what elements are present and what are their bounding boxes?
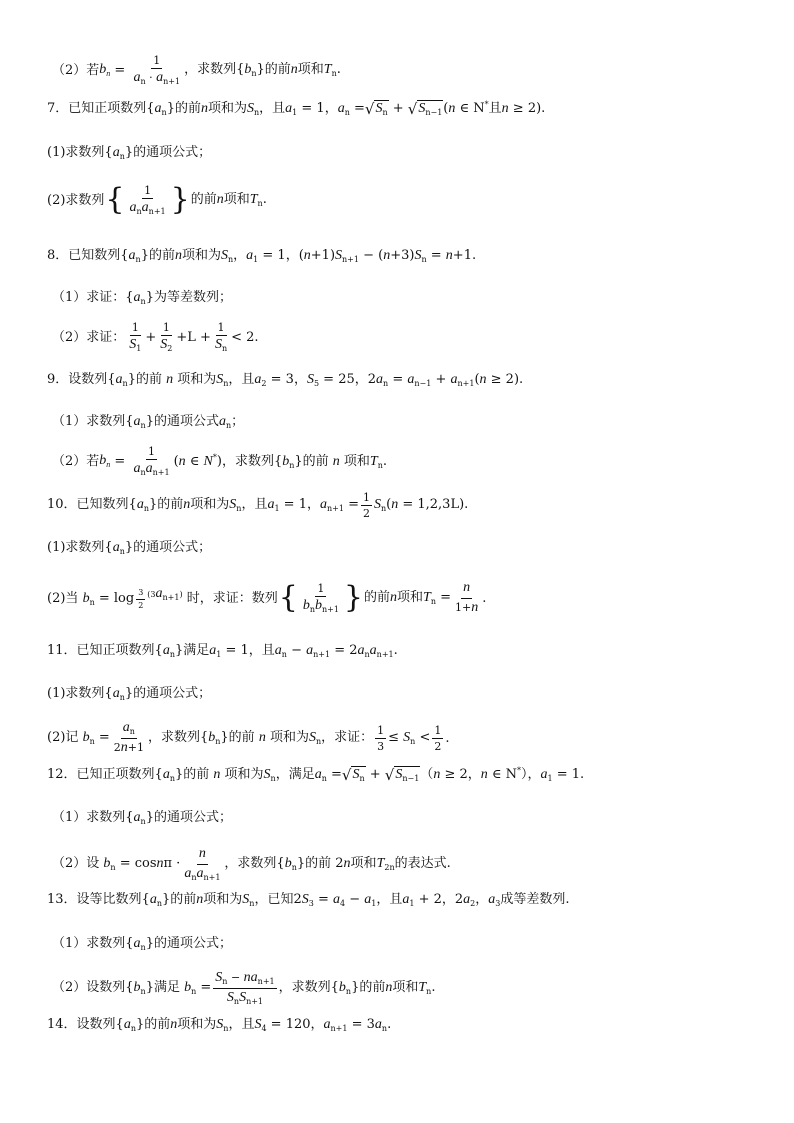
problem-6-part-2: （2）若 $b_n$ = $\frac{1}{a_n \cdot a_{n+1}}$ ，求数列$\{b_n\}$的前n项和$T_n$. [52,54,341,87]
problem-11-stem: 11．已知正项数列$\{a_n\}$满足$a_1 = 1$，且$a_n - a_{n+1} = 2a_na_{n+1}$. [47,643,398,659]
problem-12-stem: 12．已知正项数列$\{a_n\}$的前 n 项和为$S_n$，满足$a_n$ = √ $S_n$ + √ $S_{n-1}$ （n ≥ 2，n ∈ N*），$a_1 = 1$. [47,766,585,784]
problem-7-stem: 7．已知正项数列$\{a_n\}$的前n项和为$S_n$，且$a_1 = 1$，$a_n$ = √ $S_n$ + √ $S_{n-1}$ (n ∈ N*且n ≥ 2). [47,100,546,118]
problem-12-part-1: （1）求数列$\{a_n\}$的通项公式； [52,810,232,826]
problem-9-part-1: （1）求数列$\{a_n\}$的通项公式$a_n$； [52,414,245,430]
problem-10-part-2: (2)当 $b_n = \log$ $\frac{3}{2}$ $^{(3an+1)}$ 时，求证：数列 { $\frac{1}{b_nb_{n+1}}$ } 的前n项和$T_n$ = $\frac{n}{1+n}$ . [47,580,487,616]
problem-11-part-1: (1)求数列$\{a_n\}$的通项公式； [47,686,212,702]
problem-11-part-2: (2)记 $b_n$ = $\frac{a_n}{2n+1}$ ，求数列$\{b_n\}$的前 n 项和为$S_n$，求证： $\frac{1}{3}$ ≤ $S_n$ < $\frac{1}{2}$ . [47,720,450,755]
problem-9-stem: 9．设数列$\{a_n\}$的前 n 项和为$S_n$，且$a_2 = 3$，$S_5 = 25$，$2a_n = a_{n-1} + a_{n+1}(n \ge 2)$. [47,372,524,388]
problem-13-part-2: （2）设数列$\{b_n\}$满足 $b_n$ = $\frac{S_n - na_{n+1}}{S_nS_{n+1}}$ ，求数列$\{b_n\}$的前n项和$T_n$. [52,970,436,1006]
problem-8-stem: 8．已知数列$\{a_n\}$的前n项和为$S_n$，$a_1 = 1$，$(n+1)S_{n+1} - (n+3)S_n = n+1$. [47,248,477,264]
problem-10-stem: 10．已知数列$\{a_n\}$的前n项和为$S_n$，且$a_1 = 1$，$a_{n+1}$ = $\frac{1}{2}$ $S_n(n = 1,2,3L)$. [47,491,469,521]
problem-7-part-2: (2)求数列 { $\frac{1}{a_na_{n+1}}$ } 的前n项和$T_n$. [47,182,267,218]
problem-13-stem: 13．设等比数列$\{a_n\}$的前n项和为$S_n$，已知$2S_3 = a_4 - a_1$，且$a_1 + 2$，$2a_2$，$a_3$成等差数列. [47,892,570,908]
problem-7-part-1: (1)求数列$\{a_n\}$的通项公式； [47,145,212,161]
problem-10-part-1: (1)求数列$\{a_n\}$的通项公式； [47,540,212,556]
problem-14-stem: 14．设数列$\{a_n\}$的前n项和为$S_n$，且$S_4 = 120$，$a_{n+1} = 3a_n$. [47,1017,392,1033]
problem-13-part-1: （1）求数列$\{a_n\}$的通项公式； [52,936,232,952]
problem-8-part-1: （1）求证：$\{a_n\}$为等差数列； [52,290,232,306]
problem-8-part-2: （2）求证： $\frac{1}{S_1}$ + $\frac{1}{S_2}$ +L + $\frac{1}{S_n}$ < 2. [52,321,259,354]
problem-12-part-2: （2）设 $b_n = \cos n\pi$ · $\frac{n}{a_na_{n+1}}$ ，求数列$\{b_n\}$的前 2n项和$T_{2n}$的表达式. [52,846,451,882]
problem-9-part-2: （2）若 $b_n$ = $\frac{1}{a_na_{n+1}}$ (n ∈ N*)，求数列$\{b_n\}$的前 n 项和$T_n$. [52,445,388,478]
